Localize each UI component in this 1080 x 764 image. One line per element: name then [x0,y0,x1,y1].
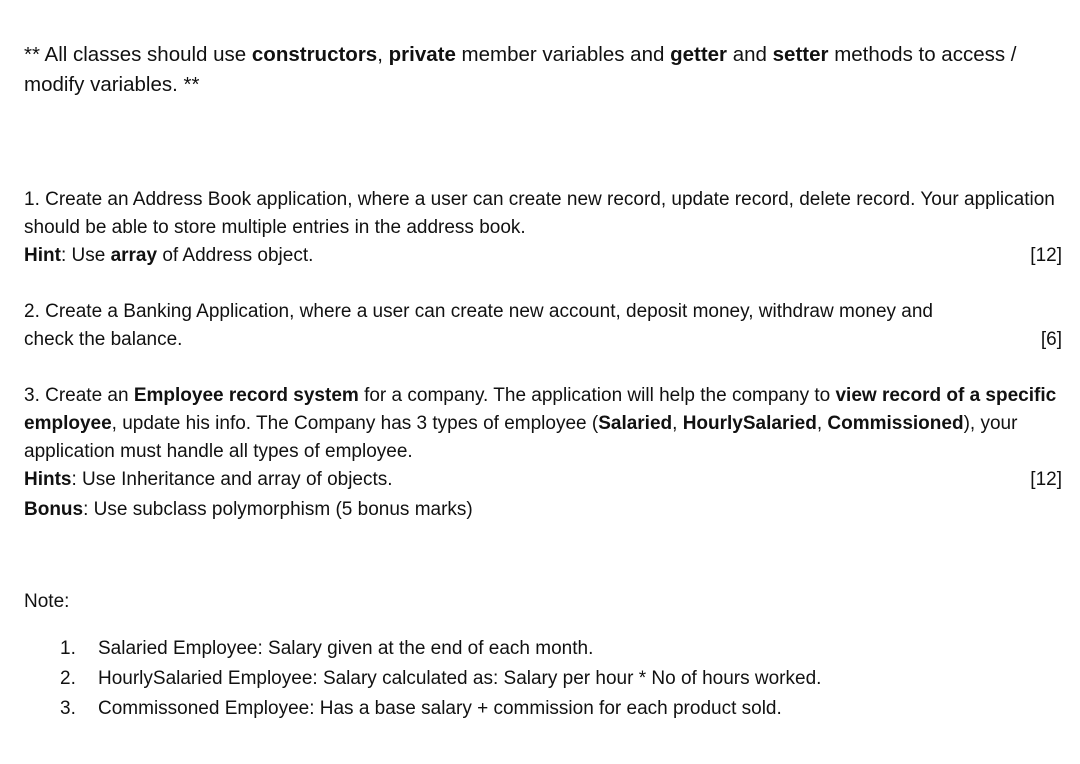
list-item-text: Commissoned Employee: Has a base salary + commission for each product sold. [98,698,782,719]
hint-label: Hint [24,245,61,266]
list-item-number: 1. [60,638,76,659]
note-label: Note: [24,591,70,612]
hints-text: : Use Inheritance and array of objects. [71,469,393,490]
question-3-text [24,382,1062,466]
q3-bold-salaried: Salaried [598,413,673,434]
intro-bold-getter: getter [670,43,728,66]
question-2-text: 2. Create a Banking Application, where a user can create new account, deposit money, withdraw money and [24,301,934,322]
list-item [24,664,821,694]
q3-text: , [816,413,828,434]
question-1-hint-row [24,242,1062,270]
question-1-marks: [12] [1030,245,1062,266]
q3-bold-commissioned: Commissioned [827,413,964,434]
q3-text: , [672,413,683,434]
hint-text: : Use [60,245,111,266]
intro-text: , [377,43,389,66]
question-1-hint [24,242,313,270]
list-item-number: 2. [60,668,76,689]
intro-text: ** All classes should use [24,43,252,66]
question-2-marks: [6] [1040,329,1062,350]
bonus-text: : Use subclass polymorphism (5 bonus marks) [83,499,473,520]
intro-text: methods to access / modify variables. ** [24,43,1017,96]
document-page [24,40,1062,719]
intro-paragraph [24,40,1062,100]
intro-text: member variables and [455,43,671,66]
bonus-label: Bonus [24,499,84,520]
question-2-row [24,326,1062,354]
q3-text: ), your application must handle all types of employee. [24,413,1018,462]
list-item-text: Salaried Employee: Salary given at the end of each month. [98,638,594,659]
question-3 [24,382,1062,524]
q3-text: 3. Create an [24,385,134,406]
question-2 [24,298,1062,354]
hint-text: of Address object. [157,245,314,266]
intro-text: and [727,43,773,66]
intro-bold-private: private [388,43,456,66]
question-3-bonus [24,496,1062,524]
list-item-number: 3. [60,698,76,719]
list-item-text: HourlySalaried Employee: Salary calculated as: Salary per hour * No of hours worked. [98,668,822,689]
q3-text: , update his info. The Company has 3 types of employee ( [111,413,599,434]
list-item [24,694,821,724]
question-3-marks: [12] [1030,469,1062,490]
intro-bold-constructors: constructors [251,43,378,66]
note-list [24,634,821,724]
question-1 [24,186,1062,270]
q3-bold-employee-record-system: Employee record system [133,385,359,406]
q3-text: for a company. The application will help the company to [358,385,836,406]
question-1-text: 1. Create an Address Book application, where a user can create new record, update record, delete record. Your application should be able to store multiple entries in the address book. [24,189,1055,238]
question-2-text-end: check the balance. [24,329,183,350]
intro-bold-setter: setter [772,43,829,66]
q3-bold-view-record: view record of a specific employee [24,385,1057,434]
q3-bold-hourlysalaried: HourlySalaried [682,413,817,434]
hints-label: Hints [24,469,72,490]
question-3-hints [24,466,393,494]
list-item [24,634,821,664]
question-3-hints-row [24,466,1062,494]
hint-bold-array: array [110,245,158,266]
